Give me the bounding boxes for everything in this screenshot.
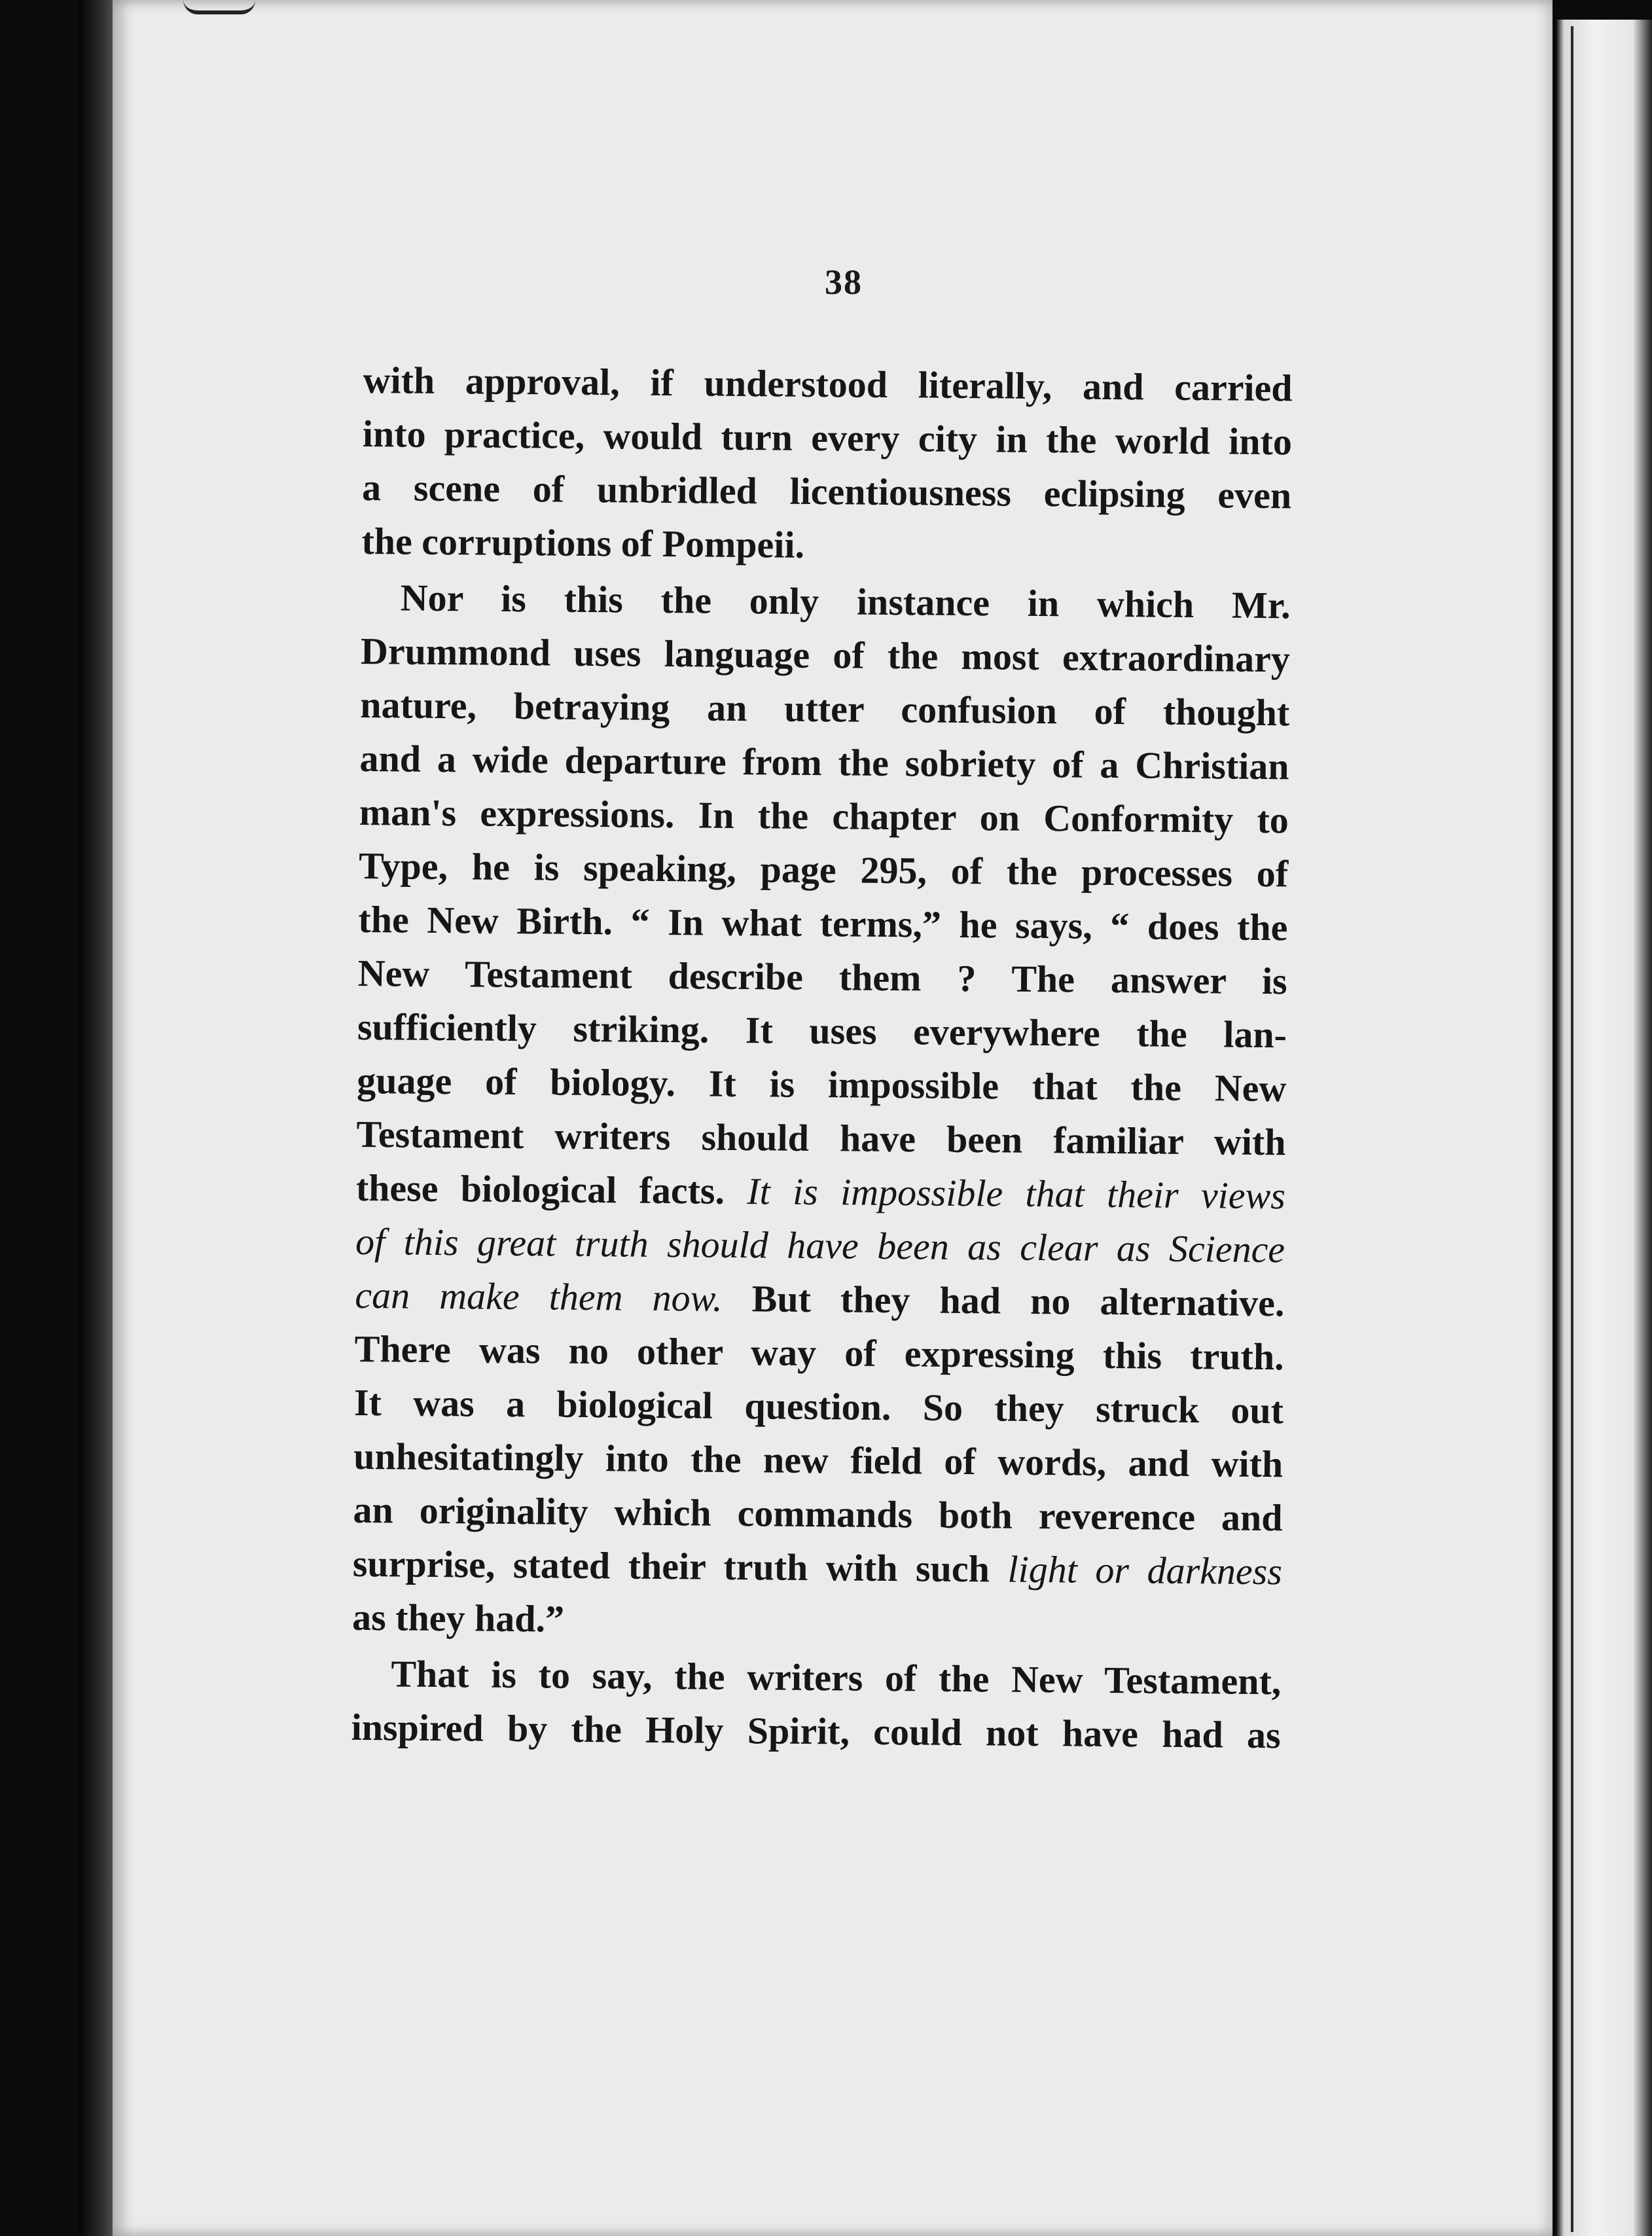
text-line: nature, betraying an utter confusion of thought — [360, 683, 1290, 734]
text-line — [355, 1215, 1285, 1276]
text-line: Type, he is speaking, page 295, of the processes of — [358, 844, 1289, 895]
text-line: Nor is this the only instance in which Mr. — [400, 576, 1291, 627]
text-line: as they had.” — [351, 1595, 565, 1640]
corner-mark — [183, 0, 255, 14]
text-roman: surprise, stated their truth with such — [352, 1542, 1008, 1591]
text-italic: can make them now. — [355, 1273, 723, 1320]
text-line — [355, 1269, 1285, 1330]
binding-edge — [79, 0, 118, 2236]
body-text — [351, 353, 1319, 1763]
text-line: man's expressions. In the chapter on Conformity to — [359, 790, 1289, 842]
text-line: sufficiently striking. It uses everywhere the lan- — [357, 1005, 1287, 1056]
text-line: Drummond uses language of the most extraordinary — [360, 629, 1291, 681]
text-line: and a wide departure from the sobriety of a Christian — [359, 736, 1289, 788]
text-roman: But they had no alternative. — [722, 1276, 1285, 1325]
text-line: inspired by the Holy Spirit, could not have had as — [351, 1705, 1281, 1757]
text-line: with approval, if understood literally, and carried — [363, 358, 1293, 410]
text-line: Testament writers should have been familiar with — [356, 1112, 1286, 1164]
facing-page-rule — [1571, 26, 1573, 2232]
text-line: the New Birth. “ In what terms,” he says, “ does the — [358, 897, 1288, 949]
text-roman: these biological facts. — [355, 1166, 747, 1213]
text-line: the corruptions of Pompeii. — [361, 519, 805, 566]
text-line: unhesitatingly into the new field of words, and with — [353, 1434, 1284, 1486]
text-line — [356, 1161, 1286, 1223]
text-line: That is to say, the writers of the New Testament, — [391, 1652, 1282, 1703]
text-line: guage of biology. It is impossible that the New — [357, 1058, 1287, 1110]
text-line — [353, 1537, 1283, 1598]
text-italic: of this great truth should have been as clear as Science — [355, 1219, 1285, 1271]
text-line: into practice, would turn every city in the world into — [362, 412, 1293, 463]
text-italic: light or darkness — [1007, 1547, 1283, 1593]
text-line: It was a biological question. So they struck out — [353, 1380, 1284, 1432]
text-line: New Testament describe them ? The answer is — [357, 951, 1287, 1003]
text-italic: It is impossible that their views — [747, 1170, 1286, 1217]
text-line: a scene of unbridled licentiousness eclipsing even — [361, 465, 1292, 517]
text-line: There was no other way of expressing this truth. — [354, 1327, 1284, 1379]
text-line: an originality which commands both reverence and — [353, 1488, 1283, 1540]
page-number: 38 — [825, 262, 863, 302]
